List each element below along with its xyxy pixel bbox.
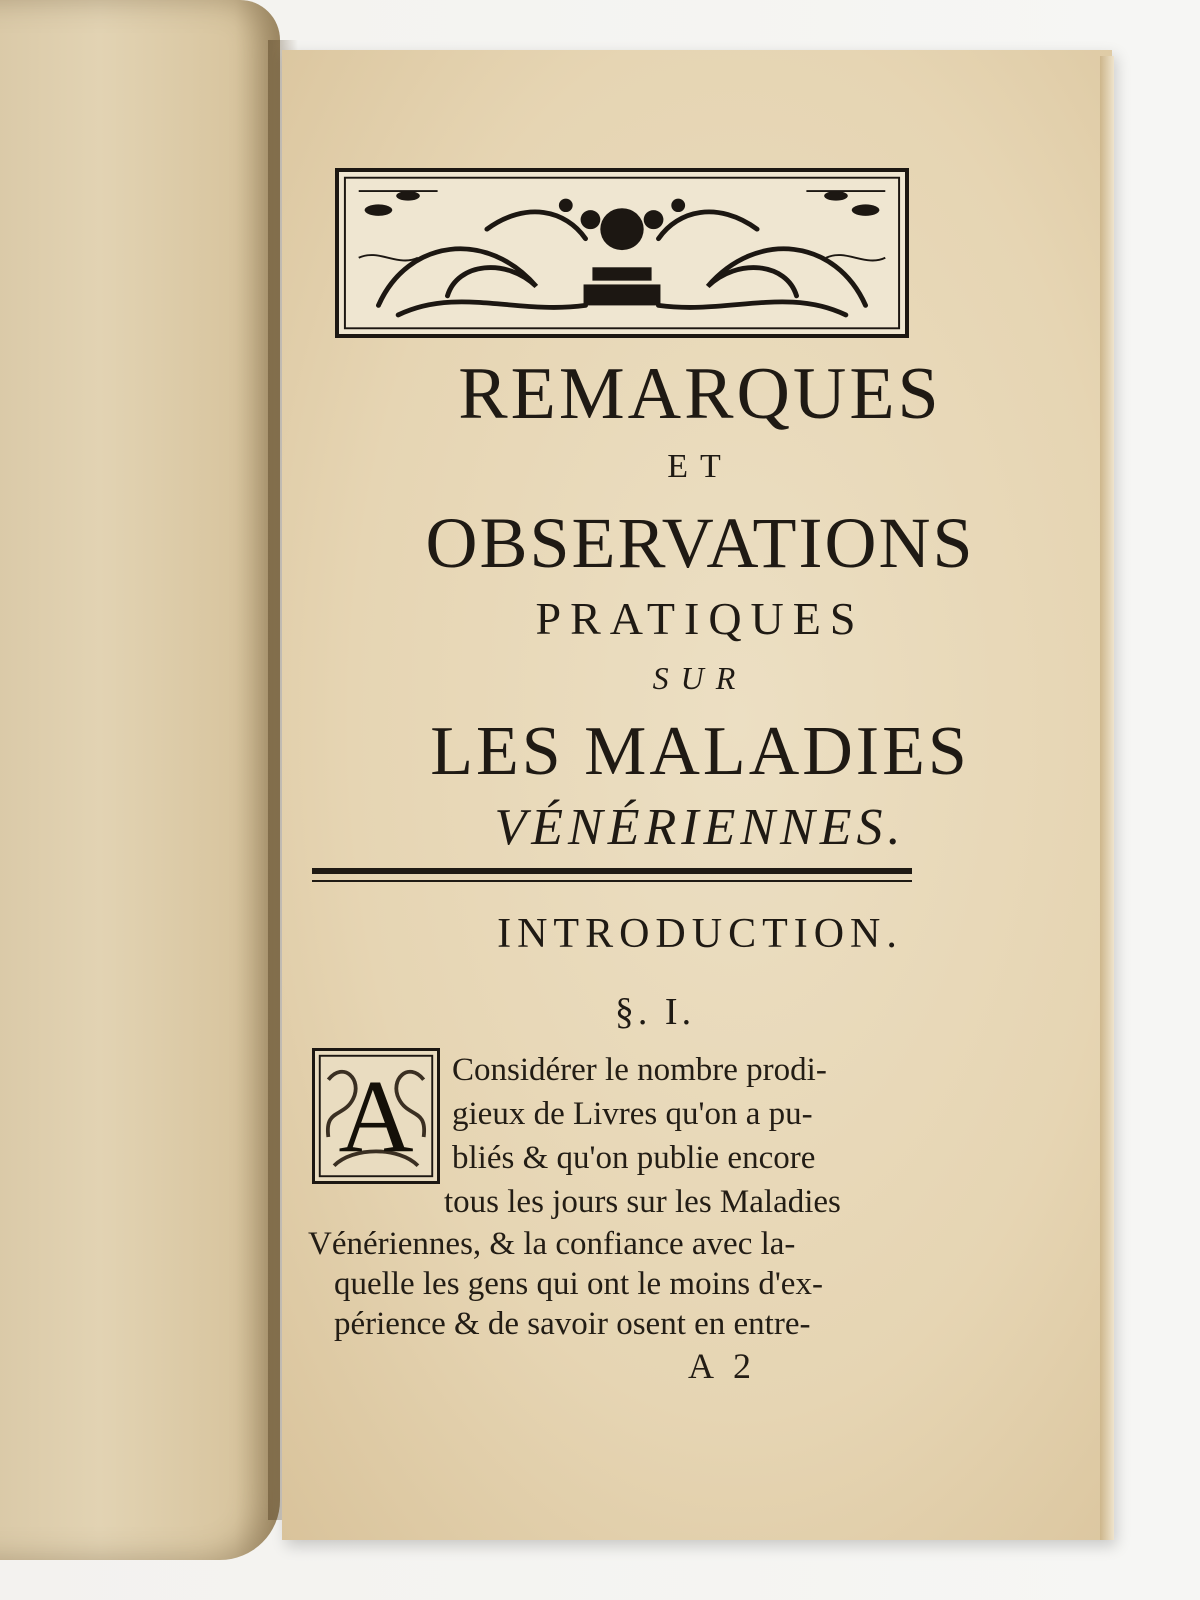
title-line-et: ET	[667, 448, 733, 485]
title-line-observations: OBSERVATIONS	[425, 503, 975, 583]
section-heading: INTRODUCTION.	[497, 911, 903, 957]
text-line: gieux de Livres qu'on a pu-	[452, 1096, 813, 1132]
title-line-sur: SUR	[652, 660, 748, 696]
double-rule-thin	[312, 880, 912, 882]
left-page	[0, 0, 280, 1560]
text-line: tous les jours sur les Maladies	[444, 1184, 841, 1220]
section-number: §. I.	[614, 991, 696, 1033]
text-line: bliés & qu'on publie encore	[452, 1140, 816, 1176]
title-line-pratiques: PRATIQUES	[535, 593, 865, 644]
double-rule-thick	[312, 868, 912, 874]
text-line: Considérer le nombre prodi-	[452, 1052, 827, 1088]
text-line: quelle les gens qui ont le moins d'ex-	[334, 1266, 823, 1302]
title-line-veneriennes: VÉNÉRIENNES.	[494, 799, 906, 856]
dropcap-letter: A	[338, 1059, 414, 1174]
text-line: Vénériennes, & la confiance avec la-	[308, 1226, 796, 1262]
title-line-remarques: REMARQUES	[458, 353, 942, 435]
ornamental-headpiece	[335, 168, 909, 338]
text-line: périence & de savoir osent en entre-	[334, 1306, 811, 1342]
decorated-initial	[312, 1048, 440, 1184]
title-line-les-maladies: LES MALADIES	[430, 713, 970, 790]
signature-mark: A 2	[688, 1346, 758, 1386]
